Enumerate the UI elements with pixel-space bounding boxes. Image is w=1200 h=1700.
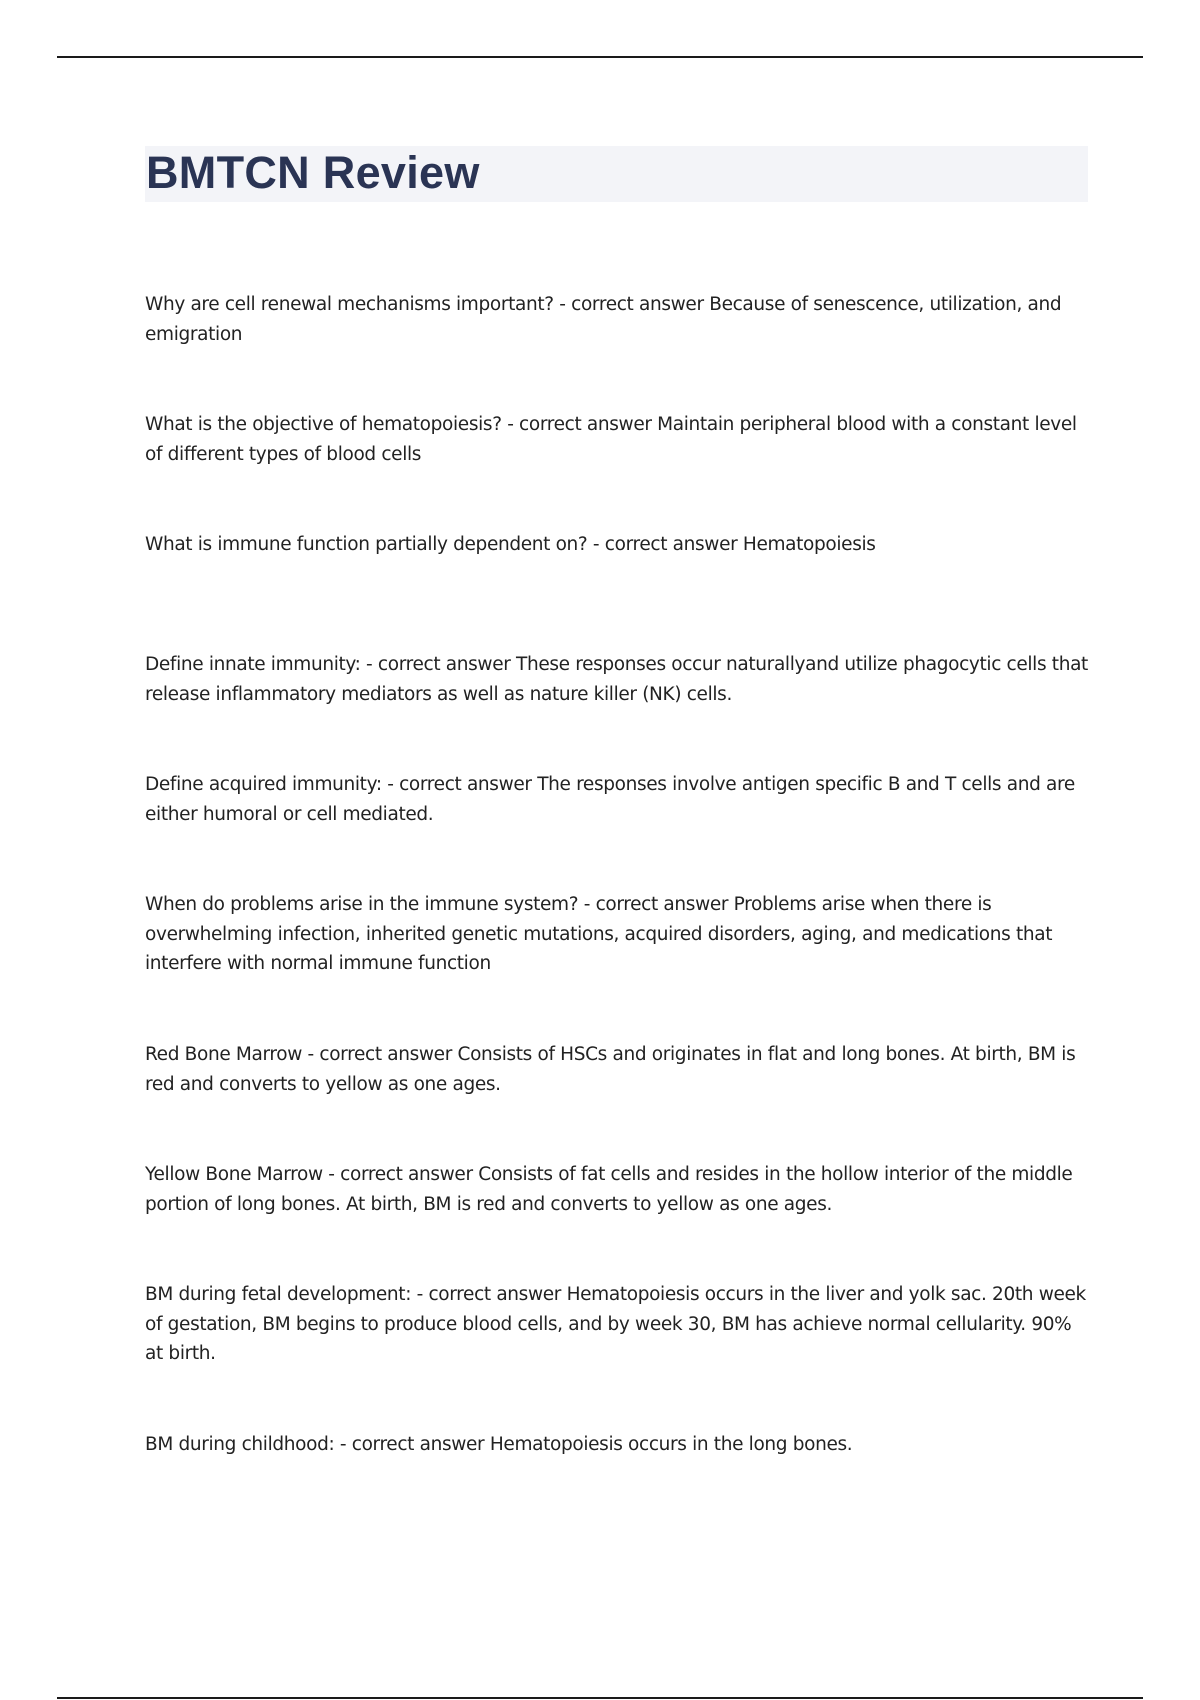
qa-item: What is the objective of hematopoiesis? - correct answer Maintain peripheral blood with a constant level of different types of blood cells	[145, 414, 1077, 465]
qa-item: Red Bone Marrow - correct answer Consists of HSCs and originates in flat and long bones. At birth, BM is red and converts to yellow as one ages.	[145, 1044, 1076, 1095]
qa-item: Define acquired immunity: - correct answer The responses involve antigen specific B and T cells and are either humoral or cell mediated.	[145, 774, 1075, 825]
qa-item: Yellow Bone Marrow - correct answer Consists of fat cells and resides in the hollow interior of the middle portion of long bones. At birth, BM is red and converts to yellow as one ages.	[145, 1164, 1073, 1215]
qa-item: Why are cell renewal mechanisms important? - correct answer Because of senescence, utilization, and emigration	[145, 294, 1062, 345]
qa-list	[145, 290, 1090, 1550]
qa-item: What is immune function partially dependent on? - correct answer Hematopoiesis	[145, 534, 876, 555]
qa-item: When do problems arise in the immune system? - correct answer Problems arise when there is overwhelming infection, inherited genetic mutations, acquired disorders, aging, and medications that interfere with normal immune function	[145, 894, 1053, 974]
bottom-rule	[57, 1697, 1143, 1699]
top-rule	[57, 56, 1143, 58]
qa-item: Define innate immunity: - correct answer These responses occur naturallyand utilize phagocytic cells that release inflammatory mediators as well as nature killer (NK) cells.	[145, 654, 1088, 705]
qa-item: BM during childhood: - correct answer Hematopoiesis occurs in the long bones.	[145, 1434, 853, 1455]
document-title: BMTCN Review	[146, 147, 480, 198]
qa-item: BM during fetal development: - correct answer Hematopoiesis occurs in the liver and yolk sac. 20th week of gestation, BM begins to produce blood cells, and by week 30, BM has achieve normal cellularity. 90% at birth.	[145, 1284, 1086, 1364]
